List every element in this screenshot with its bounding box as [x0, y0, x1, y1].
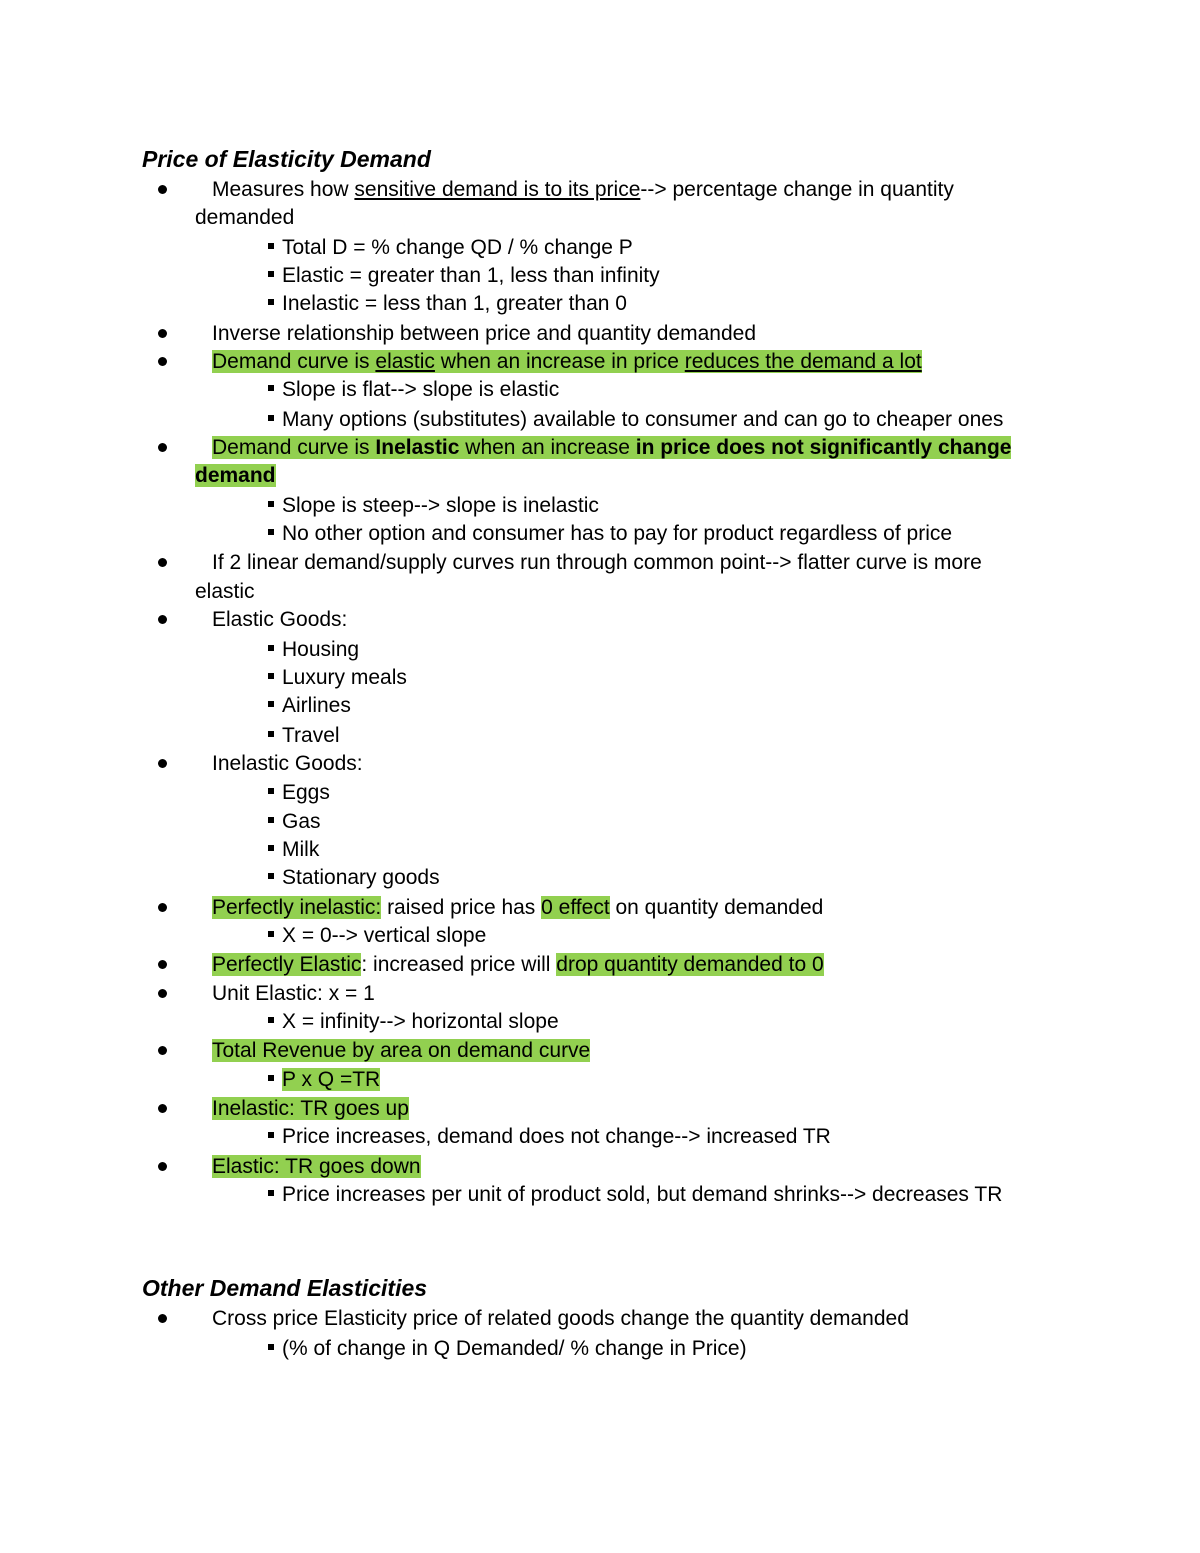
sub-list-item: [282, 864, 440, 892]
text-segment: Elastic Goods:: [212, 608, 348, 631]
text-segment: No other option and consumer has to pay for product regardless of price: [282, 522, 953, 545]
sub-list-item: [282, 1066, 380, 1094]
sub-list-item: [282, 1335, 747, 1363]
bullet-square-icon: [268, 271, 274, 277]
list-item: [212, 320, 756, 348]
sub-list-item: [282, 406, 1003, 434]
sub-list-item: [282, 520, 952, 548]
bullet-square-icon: [268, 1132, 274, 1138]
list-item: [212, 1305, 909, 1333]
bullet-dot-icon: [158, 903, 167, 912]
text-segment: Inverse relationship between price and quantity demanded: [212, 322, 757, 345]
text-segment: Slope is steep--> slope is inelastic: [282, 494, 599, 517]
text-segment: demanded: [195, 206, 295, 229]
text-segment: Unit Elastic: x = 1: [212, 982, 375, 1005]
bullet-dot-icon: [158, 960, 167, 969]
bullet-dot-icon: [158, 443, 167, 452]
sub-list-item: [282, 290, 627, 318]
highlighted-text: Total Revenue by area on demand curve: [212, 1039, 591, 1062]
bullet-square-icon: [268, 788, 274, 794]
text-segment: If 2 linear demand/supply curves run through common point--> flatter curve is more: [212, 551, 982, 574]
text-segment: X = 0--> vertical slope: [282, 924, 487, 947]
highlighted-text: Elastic: TR goes down: [212, 1155, 421, 1178]
highlighted-text: Inelastic: TR goes up: [212, 1097, 409, 1120]
bullet-square-icon: [268, 1344, 274, 1350]
bullet-square-icon: [268, 243, 274, 249]
bullet-dot-icon: [158, 1046, 167, 1055]
sub-list-item: [282, 376, 559, 404]
text-segment: raised price has: [381, 896, 542, 919]
highlighted-text: in price does not significantly change: [635, 436, 1012, 459]
text-segment: Eggs: [282, 781, 330, 804]
list-item: [212, 176, 954, 204]
bullet-dot-icon: [158, 759, 167, 768]
section-heading: Other Demand Elasticities: [142, 1275, 428, 1301]
bullet-dot-icon: [158, 1104, 167, 1113]
bullet-square-icon: [268, 731, 274, 737]
bullet-square-icon: [268, 673, 274, 679]
bullet-dot-icon: [158, 185, 167, 194]
bullet-square-icon: [268, 385, 274, 391]
list-item-continuation: [195, 204, 294, 232]
bullet-dot-icon: [158, 558, 167, 567]
bullet-square-icon: [268, 415, 274, 421]
sub-list-item: [282, 836, 319, 864]
text-segment: Inelastic = less than 1, greater than 0: [282, 292, 627, 315]
list-item-continuation: [195, 578, 255, 606]
sub-list-item: [282, 492, 599, 520]
text-segment: Measures how: [212, 178, 355, 201]
bullet-square-icon: [268, 645, 274, 651]
text-segment: Gas: [282, 810, 321, 833]
sub-list-item: [282, 1181, 1002, 1209]
list-item: [212, 750, 363, 778]
text-segment: Elastic = greater than 1, less than infinity: [282, 264, 660, 287]
highlighted-text: when an increase in price: [434, 350, 685, 373]
list-item: [212, 348, 922, 376]
text-segment: (% of change in Q Demanded/ % change in Price): [282, 1337, 747, 1360]
bullet-square-icon: [268, 1075, 274, 1081]
list-item: [212, 434, 1011, 462]
bullet-square-icon: [268, 501, 274, 507]
highlighted-text: reduces the demand a lot: [684, 350, 922, 373]
text-segment: Price increases, demand does not change--> increased TR: [282, 1125, 831, 1148]
list-item-continuation: [195, 462, 276, 490]
highlighted-text: P x Q =TR: [282, 1068, 381, 1091]
list-item: [212, 1095, 409, 1123]
text-segment: --> percentage change in quantity: [640, 178, 954, 201]
list-item: [212, 951, 824, 979]
sub-list-item: [282, 664, 407, 692]
text-segment: Cross price Elasticity price of related goods change the quantity demanded: [212, 1307, 909, 1330]
sub-list-item: [282, 234, 633, 262]
bullet-square-icon: [268, 1190, 274, 1196]
sub-list-item: [282, 262, 660, 290]
section-heading: Price of Elasticity Demand: [142, 146, 431, 172]
text-segment: Travel: [282, 724, 340, 747]
bullet-square-icon: [268, 845, 274, 851]
bullet-dot-icon: [158, 1314, 167, 1323]
sub-list-item: [282, 1123, 831, 1151]
sub-list-item: [282, 692, 351, 720]
bullet-square-icon: [268, 931, 274, 937]
text-segment: X = infinity--> horizontal slope: [282, 1010, 559, 1033]
text-segment: Inelastic Goods:: [212, 752, 363, 775]
bullet-dot-icon: [158, 615, 167, 624]
bullet-square-icon: [268, 1017, 274, 1023]
sub-list-item: [282, 722, 340, 750]
list-item: [212, 894, 823, 922]
text-segment: Many options (substitutes) available to consumer and can go to cheaper ones: [282, 408, 1004, 431]
list-item: [212, 1153, 421, 1181]
list-item: [212, 1037, 590, 1065]
list-item: [212, 980, 375, 1008]
highlighted-text: demand: [195, 464, 276, 487]
text-segment: elastic: [195, 580, 255, 603]
highlighted-text: Perfectly Elastic: [212, 953, 362, 976]
highlighted-text: Inelastic: [375, 436, 460, 459]
sub-list-item: [282, 636, 359, 664]
text-segment: : increased price will: [361, 953, 557, 976]
bullet-dot-icon: [158, 1162, 167, 1171]
text-segment: Milk: [282, 838, 320, 861]
highlighted-text: when an increase: [459, 436, 636, 459]
highlighted-text: Perfectly inelastic:: [212, 896, 382, 919]
bullet-square-icon: [268, 701, 274, 707]
bullet-square-icon: [268, 873, 274, 879]
text-segment: Housing: [282, 638, 360, 661]
highlighted-text: Demand curve is: [212, 436, 376, 459]
text-segment: Price increases per unit of product sold, but demand shrinks--> decreases TR: [282, 1183, 1003, 1206]
sub-list-item: [282, 1008, 559, 1036]
sub-list-item: [282, 922, 486, 950]
bullet-dot-icon: [158, 329, 167, 338]
sub-list-item: [282, 779, 330, 807]
highlighted-text: 0 effect: [541, 896, 610, 919]
highlighted-text: elastic: [375, 350, 435, 373]
text-segment: Total D = % change QD / % change P: [282, 236, 633, 259]
bullet-dot-icon: [158, 989, 167, 998]
text-segment: Slope is flat--> slope is elastic: [282, 378, 560, 401]
text-segment: Airlines: [282, 694, 351, 717]
list-item: [212, 606, 347, 634]
sub-list-item: [282, 808, 321, 836]
text-segment: on quantity demanded: [609, 896, 824, 919]
bullet-square-icon: [268, 817, 274, 823]
text-segment: Stationary goods: [282, 866, 440, 889]
highlighted-text: drop quantity demanded to 0: [556, 953, 824, 976]
text-segment: sensitive demand is to its price: [354, 178, 641, 201]
highlighted-text: Demand curve is: [212, 350, 376, 373]
bullet-dot-icon: [158, 357, 167, 366]
bullet-square-icon: [268, 529, 274, 535]
text-segment: Luxury meals: [282, 666, 407, 689]
bullet-square-icon: [268, 299, 274, 305]
list-item: [212, 549, 982, 577]
